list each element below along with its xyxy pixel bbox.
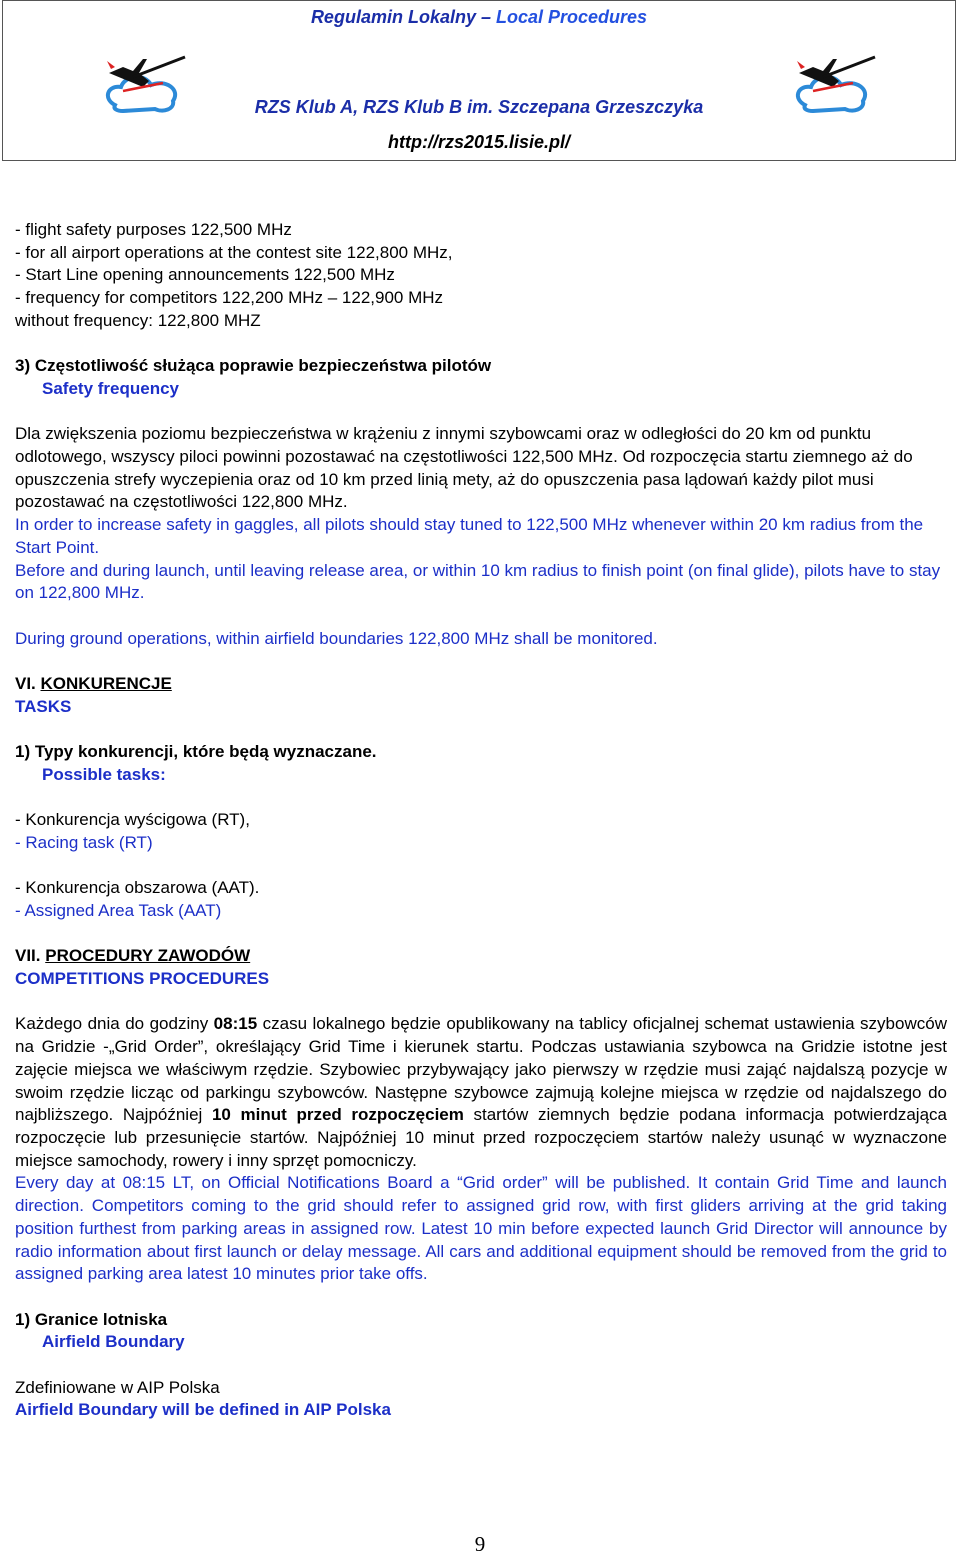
section-7-heading-en: COMPETITIONS PROCEDURES: [15, 969, 270, 989]
section-6-number: VI.: [15, 674, 41, 693]
header-title: [3, 7, 955, 28]
section-7-para-pl-c: startów ziemnych będzie podana informacja potwierdzająca rozpoczęcie lub przesunięcie startów. Najpóźniej 10 minut przed rozpoczęciem startów należy usunąć w wyznaczone miejsce samochody, rowery i inny sprzęt pomocniczy.: [15, 1105, 947, 1170]
section-3-para-pl-1: Dla zwiększenia poziomu bezpieczeństwa w krążeniu z innymi szybowcami oraz w odległości do 20 km od punktu odlotowego, wszyscy piloci powinni pozostawać na częstotliwości 122,500 MHz.: [15, 424, 872, 466]
section-7-1-text-en: Airfield Boundary will be defined in AIP Polska: [15, 1400, 391, 1420]
section-3-para-pl: [15, 423, 947, 514]
task-item: - Racing task (RT): [15, 832, 153, 852]
frequency-item: - for all airport operations at the contest site 122,800 MHz,: [15, 242, 453, 262]
header-title-dash: –: [475, 7, 496, 27]
section-3-para-pl-2: Od rozpoczęcia startu ziemnego aż do opuszczenia strefy wyczepienia oraz od 10 km przed linią mety, aż do opuszczenia pasa lądowań każdy pilot musi pozostawać na częstotliwości 122,800 MHz.: [15, 447, 913, 512]
section-7-1-heading-pl: 1) Granice lotniska: [15, 1309, 168, 1329]
section-6-sub-en: Possible tasks:: [42, 764, 166, 784]
task-item: - Konkurencja wyścigowa (RT),: [15, 810, 250, 830]
section-3-heading-en: Safety frequency: [42, 378, 179, 398]
section-3-para-en-3: During ground operations, within airfield boundaries 122,800 MHz shall be monitored.: [15, 628, 658, 648]
section-6-heading-pl: [15, 673, 947, 696]
task-item: - Assigned Area Task (AAT): [15, 900, 222, 920]
page-header: [2, 0, 956, 161]
section-3-para-en-1: In order to increase safety in gaggles, all pilots should stay tuned to 122,500 MHz whenever within 20 km radius from the Start Point.: [15, 515, 924, 557]
section-6-title-pl: KONKURENCJE: [40, 674, 172, 693]
frequency-list: [15, 219, 947, 333]
task-item: - Konkurencja obszarowa (AAT).: [15, 878, 260, 898]
section-7-1-text-pl: Zdefiniowane w AIP Polska: [15, 1377, 220, 1397]
section-7-1-heading-en: Airfield Boundary: [42, 1332, 185, 1352]
section-7-para-pl-bold: 10 minut przed rozpoczęciem: [211, 1105, 464, 1125]
frequency-item: - flight safety purposes 122,500 MHz: [15, 220, 292, 239]
section-7-heading-pl: [15, 945, 947, 968]
section-7-para-pl-a: Każdego dnia do godziny: [15, 1014, 214, 1034]
frequency-item: without frequency: 122,800 MHZ: [15, 310, 261, 330]
section-7-para-pl: [15, 1013, 947, 1172]
header-club-name: RZS Klub A, RZS Klub B im. Szczepana Grzeszczyka: [254, 97, 704, 117]
header-title-pl: Regulamin Lokalny: [310, 7, 476, 27]
frequency-item: - frequency for competitors 122,200 MHz – 122,900 MHz: [15, 288, 444, 308]
section-7-para-pl-time: 08:15: [213, 1014, 258, 1034]
section-7-number: VII.: [15, 946, 46, 966]
section-7-title-pl: PROCEDURY ZAWODÓW: [45, 946, 251, 966]
section-7-para-pl-b: czasu lokalnego będzie opublikowany na tablicy oficjalnej schemat ustawienia szybowców na Gridzie -„Grid Order”, określający Grid Time i kierunek startu. Podczas ustawiania szybowca na Gridzie istotne jest zajęcie miejsca we właściwym rzędzie. Szybowiec przybywający jako pierwszy w rzędzie musi zająć najdalszą pozycje w swoim rzędzie licząc od parkingu szybowców. Następne szybowce zajmują kolejne miejsca w rzędzie od najdalszego do najbliższego. Najpóźniej: [15, 1014, 947, 1125]
section-6-heading-en: TASKS: [15, 696, 72, 716]
document-body: [15, 219, 947, 1422]
section-6-sub-pl: 1) Typy konkurencji, które będą wyznaczane.: [15, 742, 377, 762]
page-number: 9: [474, 1532, 486, 1556]
header-url: http://rzs2015.lisie.pl/: [387, 132, 571, 152]
frequency-item: - Start Line opening announcements 122,500 MHz: [15, 265, 395, 285]
section-3-para-en-2: Before and during launch, until leaving release area, or within 10 km radius to finish point (on final glide), pilots have to stay on 122,800 MHz.: [15, 560, 941, 603]
section-3-heading-pl: 3) Częstotliwość służąca poprawie bezpieczeństwa pilotów: [15, 356, 492, 376]
header-title-en: Local Procedures: [496, 7, 648, 27]
section-7-para-en: Every day at 08:15 LT, on Official Notifications Board a “Grid order” will be published. It contain Grid Time and launch direction. Competitors coming to the grid should refer to assigned grid row, with first gliders arriving at the grid taking position furthest from parking areas in assigned row. Latest 10 min before expected launch Grid Director will announce by radio information about first launch or delay message. All cars and additional equipment should be removed from the grid to assigned parking area latest 10 minutes prior take offs.: [15, 1173, 947, 1284]
